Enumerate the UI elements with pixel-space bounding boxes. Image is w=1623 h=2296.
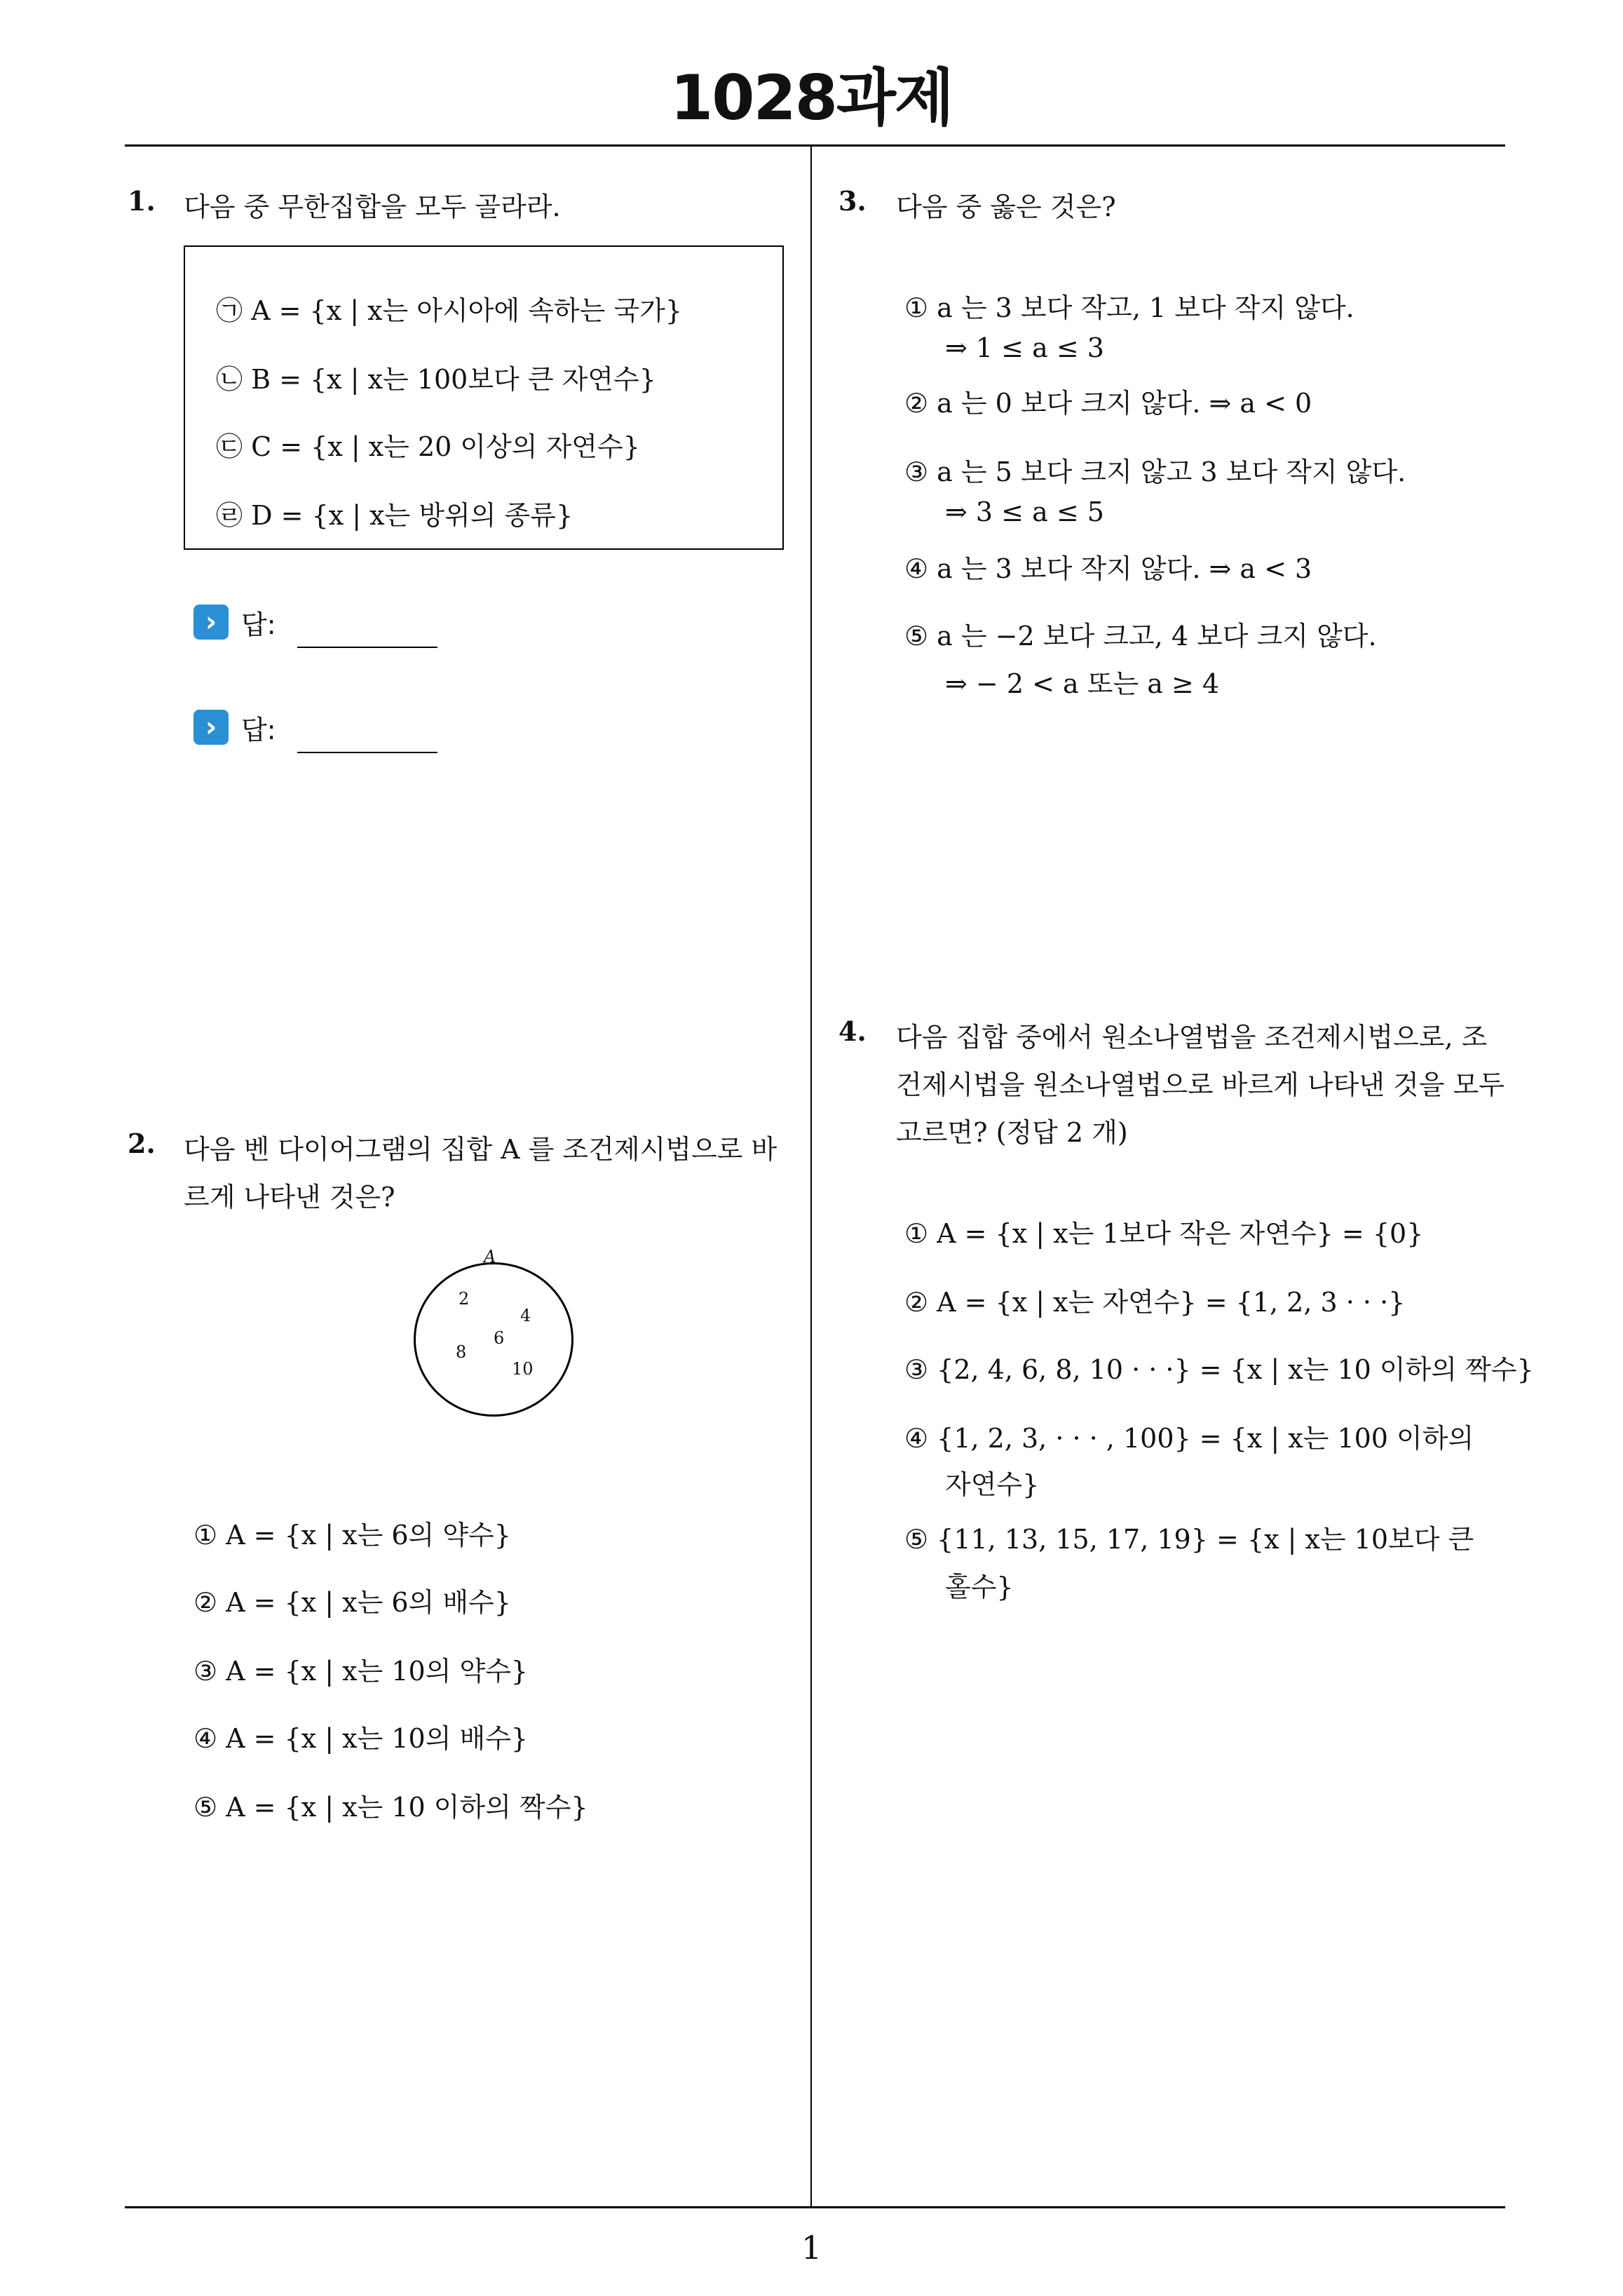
page-number: 1 [801,2229,822,2267]
answer-option[interactable]: ③ A = {x | x는 10의 약수} [193,1656,529,1687]
question-prompt: 다음 중 무한집합을 모두 골라라. [184,191,561,222]
answer-label: 답: [241,715,276,745]
answer-option[interactable]: ⑤ a 는 −2 보다 크고, 4 보다 크지 않다. [904,621,1377,651]
choice-item: ㉡ B = {x | x는 100보다 큰 자연수} [216,364,656,395]
column-divider [810,146,812,2208]
question-number: 1. [128,185,156,217]
answer-label: 답: [241,609,276,640]
question-number: 4. [838,1015,867,1047]
venn-element: 10 [512,1359,534,1379]
answer-option[interactable]: ④ a 는 3 보다 작지 않다. ⇒ a < 3 [904,553,1312,584]
page-title: 1028과제 [670,62,953,134]
venn-element: 8 [456,1342,467,1362]
answer-option[interactable]: ② A = {x | x는 6의 배수} [193,1587,511,1618]
answer-blank[interactable] [297,752,437,753]
choice-item: ㉢ C = {x | x는 20 이상의 자연수} [216,431,640,462]
option-implication: ⇒ 3 ≤ a ≤ 5 [945,497,1104,527]
question-prompt: 르게 나타낸 것은? [184,1182,395,1213]
question-number: 2. [128,1128,156,1159]
answer-option[interactable]: ③ a 는 5 보다 크지 않고 3 보다 작지 않다. [904,457,1406,487]
answer-option[interactable]: ⑤ {11, 13, 15, 17, 19} = {x | x는 10보다 큰 [904,1524,1474,1555]
venn-element: 2 [459,1289,470,1309]
footer-rule [125,2206,1505,2208]
choice-item: ㉠ A = {x | x는 아시아에 속하는 국가} [216,295,683,326]
answer-option[interactable]: ④ A = {x | x는 10의 배수} [193,1723,529,1754]
answer-blank[interactable] [297,647,437,648]
header-rule [125,144,1505,147]
question-prompt: 다음 중 옳은 것은? [896,191,1116,222]
question-prompt: 고르면? (정답 2 개) [896,1117,1128,1148]
answer-option[interactable]: ② a 는 0 보다 크지 않다. ⇒ a < 0 [904,388,1312,419]
question-prompt: 다음 벤 다이어그램의 집합 A 를 조건제시법으로 바 [184,1134,777,1165]
venn-element: 6 [494,1328,505,1348]
choice-box [184,245,784,550]
answer-option[interactable]: ① a 는 3 보다 작고, 1 보다 작지 않다. [904,292,1354,323]
venn-element: 4 [520,1306,531,1325]
question-prompt: 다음 집합 중에서 원소나열법을 조건제시법으로, 조 [896,1022,1488,1053]
answer-option[interactable]: ① A = {x | x는 1보다 작은 자연수} = {0} [904,1218,1424,1249]
option-implication: ⇒ 1 ≤ a ≤ 3 [945,332,1104,363]
choice-item: ㉣ D = {x | x는 방위의 종류} [216,500,573,531]
answer-option[interactable]: ④ {1, 2, 3, · · · , 100} = {x | x는 100 이하의 [904,1423,1474,1454]
option-continuation: 홀수} [945,1572,1014,1602]
answer-option[interactable]: ② A = {x | x는 자연수} = {1, 2, 3 · · ·} [904,1287,1406,1318]
answer-option[interactable]: ⑤ A = {x | x는 10 이하의 짝수} [193,1792,588,1823]
answer-option[interactable]: ① A = {x | x는 6의 약수} [193,1520,511,1551]
option-implication: ⇒ − 2 < a 또는 a ≥ 4 [945,668,1220,699]
answer-option[interactable]: ③ {2, 4, 6, 8, 10 · · ·} = {x | x는 10 이하의 짝수} [904,1354,1534,1385]
chevron-right-icon: › [193,605,229,640]
question-prompt: 건제시법을 원소나열법으로 바르게 나타낸 것을 모두 [896,1069,1505,1100]
chevron-right-icon: › [193,710,229,745]
question-number: 3. [838,185,867,217]
venn-set-label: A [484,1247,496,1267]
option-continuation: 자연수} [945,1469,1040,1500]
